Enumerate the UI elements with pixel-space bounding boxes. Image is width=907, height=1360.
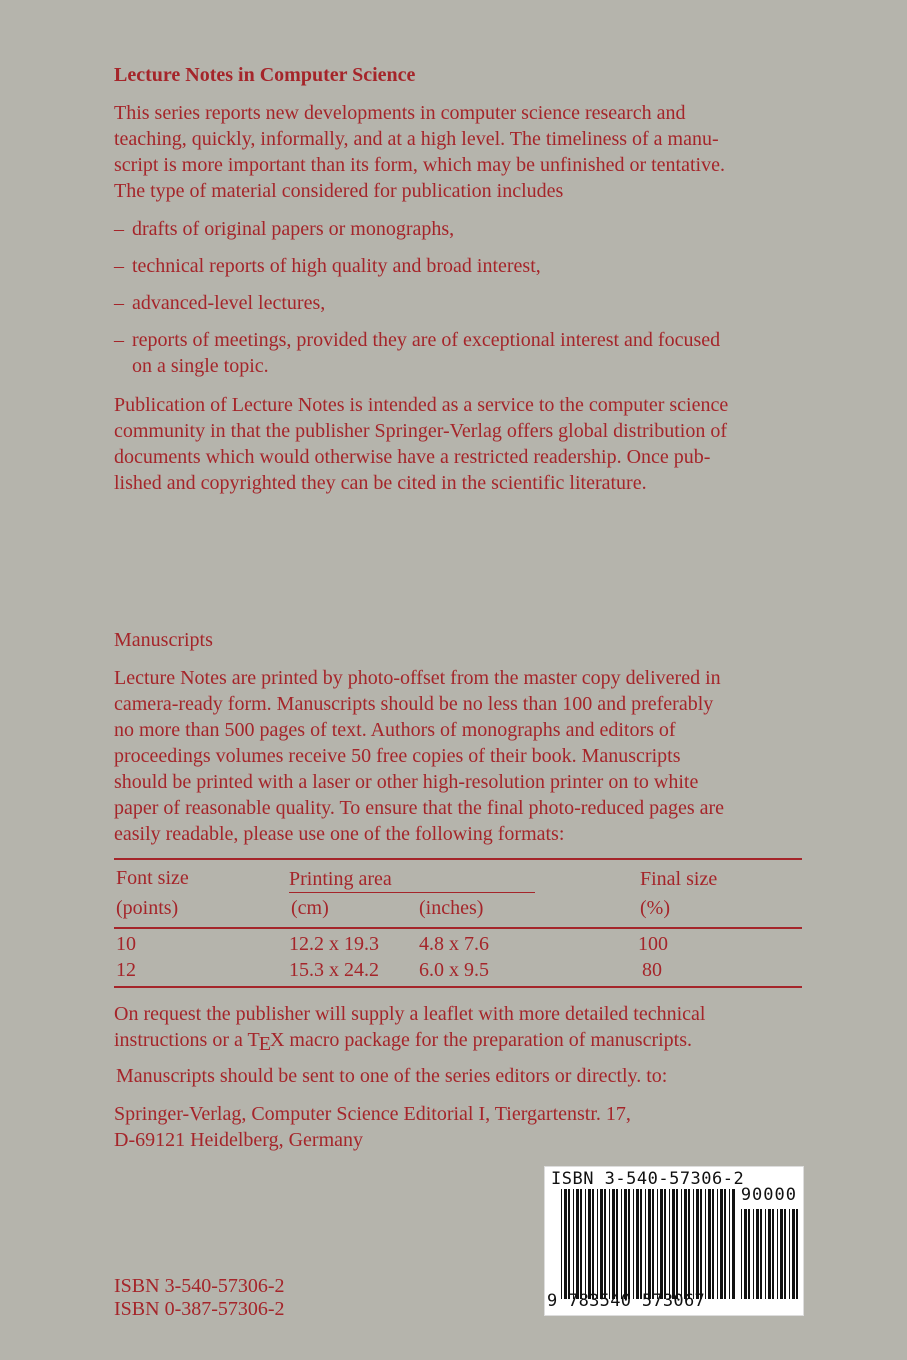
on-request-text: macro package for the preparation of manuscripts.: [284, 1029, 693, 1051]
barcode-bar: [660, 1189, 663, 1299]
on-request-paragraph: [114, 1001, 804, 1053]
tex-logo: TEX: [247, 1029, 285, 1055]
bullet-text: on a single topic.: [132, 355, 269, 377]
barcode-bar: [657, 1189, 658, 1299]
barcode-bar: [748, 1209, 750, 1299]
bullet-dash: –: [114, 255, 124, 277]
bullet-text: technical reports of high quality and broad interest,: [132, 255, 541, 277]
isbn-line: ISBN 0-387-57306-2: [114, 1298, 285, 1320]
table-cell-final: 80: [642, 959, 662, 981]
manuscripts-heading: Manuscripts: [114, 629, 213, 651]
barcode-bar: [645, 1189, 646, 1299]
barcode-bar: [720, 1189, 723, 1299]
publication-line: lished and copyrighted they can be cited in the scientific literature.: [114, 472, 647, 494]
barcode-bar: [780, 1209, 783, 1299]
barcode-bar: [789, 1209, 790, 1299]
printing-area-underline: [289, 892, 535, 893]
barcode-bar: [700, 1189, 702, 1299]
barcode-bar: [756, 1209, 759, 1299]
manuscripts-line: camera-ready form. Manuscripts should be no less than 100 and preferably: [114, 693, 714, 715]
table-header-printing-area: Printing area: [289, 868, 392, 890]
manuscripts-line: should be printed with a laser or other high-resolution printer on to white: [114, 771, 699, 793]
barcode-bar: [792, 1209, 795, 1299]
barcode-bar: [604, 1189, 606, 1299]
barcode-bar: [744, 1209, 747, 1299]
table-cell-inches: 4.8 x 7.6: [419, 933, 489, 955]
barcode-bar: [796, 1209, 798, 1299]
publication-paragraph: [114, 392, 804, 496]
barcode-bar: [636, 1189, 639, 1299]
barcode-bar: [765, 1209, 766, 1299]
barcode-bar: [568, 1189, 570, 1299]
barcode-bar: [612, 1189, 615, 1299]
bullet-text: advanced-level lectures,: [132, 292, 326, 314]
manuscripts-line: Lecture Notes are printed by photo-offset from the master copy delivered in: [114, 667, 721, 689]
bullet-text: reports of meetings, provided they are of exceptional interest and focused: [132, 329, 721, 351]
bullet-item: [114, 216, 804, 242]
table-header-inches: (inches): [419, 897, 484, 919]
publication-line: community in that the publisher Springer-Verlag offers global distribution of: [114, 420, 728, 442]
barcode-bar: [729, 1189, 730, 1299]
barcode-bar: [616, 1189, 618, 1299]
table-cell-inches: 6.0 x 9.5: [419, 959, 489, 981]
manuscripts-line: proceedings volumes receive 50 free copies of their book. Manuscripts: [114, 745, 681, 767]
manuscripts-line: no more than 500 pages of text. Authors of monographs and editors of: [114, 719, 676, 741]
barcode-bar: [585, 1189, 586, 1299]
manuscripts-line: paper of reasonable quality. To ensure that the final photo-reduced pages are: [114, 797, 725, 819]
manuscripts-paragraph: [114, 665, 804, 847]
bullet-dash: –: [114, 329, 124, 351]
barcode-bar: [676, 1189, 678, 1299]
table-cell-final: 100: [638, 933, 668, 955]
barcode-bar: [640, 1189, 642, 1299]
barcode-bar: [684, 1189, 687, 1299]
barcode-bar: [760, 1209, 762, 1299]
barcode-bar: [648, 1189, 651, 1299]
intro-line: The type of material considered for publication includes: [114, 180, 564, 202]
barcode-bar: [732, 1189, 735, 1299]
barcode-bar: [672, 1189, 675, 1299]
barcode-bar: [772, 1209, 774, 1299]
publication-line: documents which would otherwise have a restricted readership. Once pub-: [114, 446, 711, 468]
manuscripts-line: easily readable, please use one of the following formats:: [114, 823, 565, 845]
barcode-bar: [609, 1189, 610, 1299]
barcode-bar: [777, 1209, 778, 1299]
send-to-line: Manuscripts should be sent to one of the series editors or directly. to:: [116, 1065, 668, 1087]
intro-line: This series reports new developments in computer science research and: [114, 102, 686, 124]
isbn-list: [114, 1275, 285, 1321]
barcode-bar: [784, 1209, 786, 1299]
barcode-bar: [597, 1189, 598, 1299]
bullet-item: [114, 327, 804, 379]
bullet-dash: –: [114, 292, 124, 314]
publisher-address: [114, 1101, 631, 1153]
barcode-bar: [633, 1189, 634, 1299]
table-bottom-rule: [114, 986, 802, 988]
barcode-bar: [681, 1189, 682, 1299]
barcode-bar: [717, 1189, 718, 1299]
barcode-bar: [669, 1189, 670, 1299]
barcode-bar: [592, 1189, 594, 1299]
barcode-bar: [712, 1189, 714, 1299]
barcode-bar: [753, 1209, 754, 1299]
table-header-final-size: Final size: [640, 868, 718, 890]
barcode-bar: [741, 1209, 742, 1299]
barcode: [544, 1166, 804, 1316]
table-cell-font: 12: [116, 959, 136, 981]
barcode-bar: [576, 1189, 579, 1299]
table-top-rule: [114, 858, 802, 860]
barcode-digits-text: 9 783540 573067: [547, 1291, 706, 1311]
publication-line: Publication of Lecture Notes is intended as a service to the computer science: [114, 394, 729, 416]
barcode-bar: [628, 1189, 630, 1299]
barcode-bar: [652, 1189, 654, 1299]
barcode-bar: [693, 1189, 694, 1299]
bullet-item: [114, 253, 804, 279]
barcode-bar: [561, 1189, 562, 1299]
barcode-bar: [573, 1189, 574, 1299]
isbn-line: ISBN 3-540-57306-2: [114, 1275, 285, 1297]
table-header-percent: (%): [640, 897, 670, 919]
barcode-bar: [705, 1189, 706, 1299]
on-request-text: instructions or a: [114, 1029, 248, 1051]
table-header-font-size: Font size: [116, 867, 189, 889]
address-line: D-69121 Heidelberg, Germany: [114, 1129, 364, 1151]
table-cell-cm: 12.2 x 19.3: [289, 933, 379, 955]
barcode-bar: [696, 1189, 699, 1299]
on-request-line: On request the publisher will supply a leaflet with more detailed technical: [114, 1003, 706, 1025]
barcode-bar: [768, 1209, 771, 1299]
barcode-bar: [588, 1189, 591, 1299]
intro-line: teaching, quickly, informally, and at a high level. The timeliness of a manu-: [114, 128, 719, 150]
table-cell-font: 10: [116, 933, 136, 955]
on-request-line: [114, 1027, 804, 1053]
bullet-item: [114, 290, 804, 316]
barcode-bar: [724, 1189, 726, 1299]
barcode-bar: [708, 1189, 711, 1299]
barcode-addon-text: 90000: [740, 1185, 797, 1205]
barcode-bar: [688, 1189, 690, 1299]
intro-line: script is more important than its form, which may be unfinished or tentative.: [114, 154, 725, 176]
address-line: Springer-Verlag, Computer Science Editorial I, Tiergartenstr. 17,: [114, 1103, 631, 1125]
barcode-bar: [580, 1189, 582, 1299]
barcode-bar: [600, 1189, 603, 1299]
table-header-rule: [114, 927, 802, 929]
series-title: Lecture Notes in Computer Science: [114, 64, 416, 86]
table-cell-cm: 15.3 x 24.2: [289, 959, 379, 981]
barcode-isbn-text: ISBN 3-540-57306-2: [551, 1169, 745, 1189]
barcode-bar: [621, 1189, 622, 1299]
barcode-bar: [664, 1189, 666, 1299]
table-header-points: (points): [116, 897, 179, 919]
bullet-dash: –: [114, 218, 124, 240]
bullet-text: drafts of original papers or monographs,: [132, 218, 455, 240]
barcode-bar: [624, 1189, 627, 1299]
barcode-bar: [564, 1189, 567, 1299]
intro-paragraph: [114, 100, 804, 204]
table-header-cm: (cm): [291, 897, 329, 919]
